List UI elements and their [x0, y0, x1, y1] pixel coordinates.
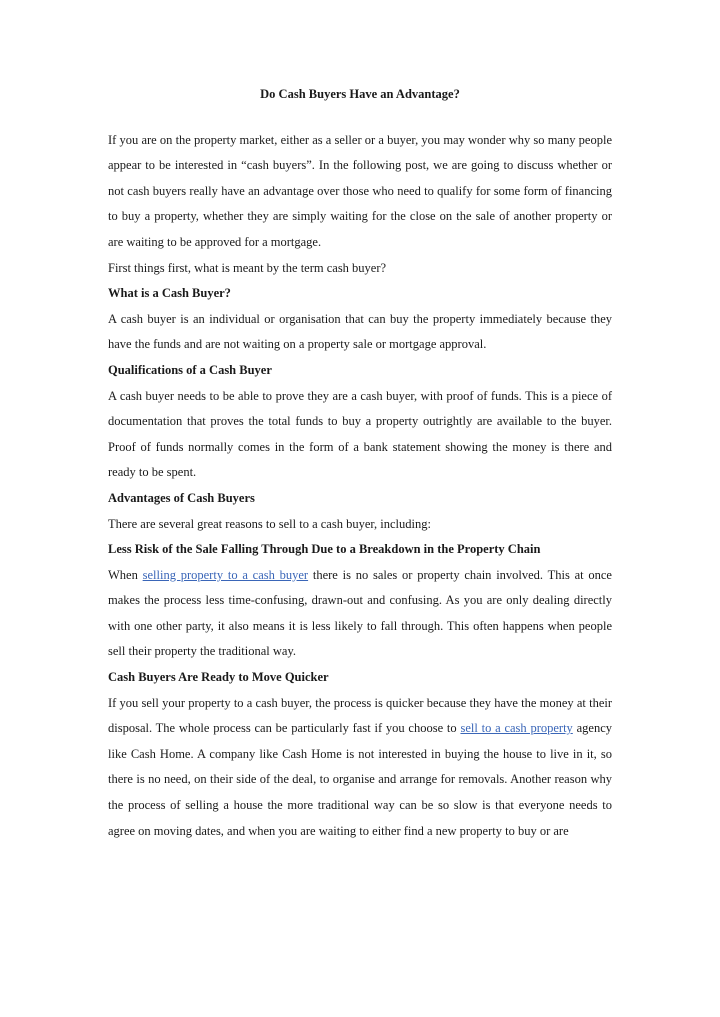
- ready-to-move-text-after-link: agency like Cash Home. A company like Cash Home is not interested in buying the house to live in it, so there is no need, on their side of the deal, to organise and arrange for removals. Another reason why the process of selling a house the more traditional way can be so slow is that everyone needs to agree on moving dates, and when you are waiting to either find a new property to buy or are: [108, 721, 612, 838]
- what-is-cash-buyer-paragraph: A cash buyer is an individual or organisation that can buy the property immediately because they have the funds and are not waiting on a property sale or mortgage approval.: [108, 311, 612, 352]
- intro-paragraph: If you are on the property market, either as a seller or a buyer, you may wonder why so many people appear to be interested in “cash buyers”. In the following post, we are going to discuss whether or not cash buyers really have an advantage over those who need to qualify for some form of financing to buy a property, whether they are simply waiting for the close on the sale of another property or are waiting to be approved for a mortgage.: [108, 132, 612, 249]
- document-body: [108, 82, 612, 844]
- advantages-paragraph: There are several great reasons to sell to a cash buyer, including:: [108, 516, 431, 531]
- sell-to-cash-property-link[interactable]: sell to a cash property: [460, 721, 573, 736]
- less-risk-text-after-link: there is no sales or property chain involved. This at once makes the process less time-confusing, drawn-out and confusing. As you are only dealing directly with one other party, it also means it is less likely to fall through. This often happens when people sell their property the traditional way.: [108, 567, 612, 659]
- qualifications-paragraph: A cash buyer needs to be able to prove they are a cash buyer, with proof of funds. This is a piece of documentation that proves the total funds to buy a property outrightly are available to the buyer. Proof of funds normally comes in the form of a bank statement showing the money is there and ready to be spent.: [108, 388, 612, 480]
- first-things-paragraph: First things first, what is meant by the term cash buyer?: [108, 260, 387, 275]
- heading-qualifications: Qualifications of a Cash Buyer: [108, 362, 272, 377]
- document-title: Do Cash Buyers Have an Advantage?: [260, 87, 460, 101]
- selling-property-cash-buyer-link[interactable]: selling property to a cash buyer: [142, 567, 309, 582]
- less-risk-paragraph: [108, 563, 612, 665]
- heading-ready-to-move: Cash Buyers Are Ready to Move Quicker: [108, 670, 329, 685]
- heading-less-risk: Less Risk of the Sale Falling Through Due to a Breakdown in the Property Chain: [108, 542, 541, 557]
- less-risk-text-before-link: When: [108, 567, 143, 582]
- ready-to-move-paragraph: [108, 691, 612, 845]
- ready-to-move-text-before-link: If you sell your property to a cash buyer, the process is quicker because they have the money at their disposal. The whole process can be particularly fast if you choose to: [108, 695, 612, 736]
- heading-advantages: Advantages of Cash Buyers: [108, 490, 255, 505]
- heading-what-is-cash-buyer: What is a Cash Buyer?: [108, 286, 231, 301]
